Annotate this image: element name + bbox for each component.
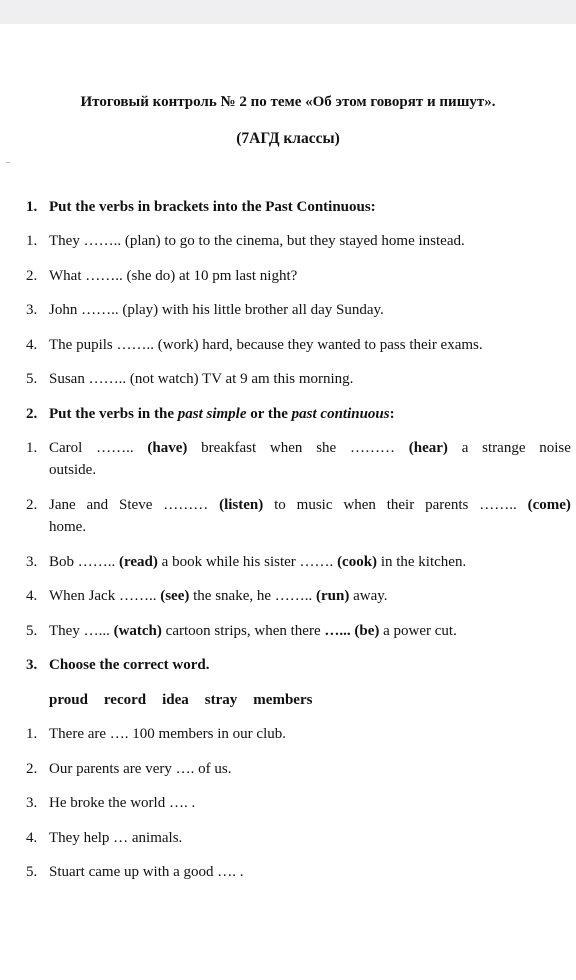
word-bank-item: idea xyxy=(162,692,189,708)
word-bank-item: record xyxy=(103,692,147,708)
page-title: Итоговый контроль № 2 по теме «Об этом говорят и пишут». xyxy=(80,94,496,110)
page-subtitle: (7АГД классы) xyxy=(236,130,340,147)
word-bank-item: proud xyxy=(49,692,88,708)
word-bank-item: stray xyxy=(204,692,238,708)
top-bar xyxy=(0,0,576,24)
word-bank-item: members xyxy=(253,692,313,708)
scan-mark xyxy=(6,162,10,163)
worksheet-page: Итоговый контроль № 2 по теме «Об этом говорят и пишут». (7АГД классы) 1. Put the verbs in brackets into the Past Continuous: 1. They …….. (plan) to go to the cinema, but they stayed home instead. 2. What …….. (she do) at 10 pm last night? 3. John …….. (play) with his little brother all day Sunday. 4. The pupils …….. (work) hard, because they wanted to pass their exams. 5. Susan …….. (not watch) TV at 9 am this morning. 2. Put the verbs in the past simple or the past continuous: 1. Carol …….. (have) breakfast when she ……… (hear) a strange noise outside. 2. Jane and Steve ……… (listen) to music when their parents …….. (come) home. 3. Bob …….. (read) a book while his sister ……. (cook) in the kitchen. 4. When Jack …….. (see) the snake, he …….. (run) away. 5. They …... (watch) cartoon strips, when there …... (be) a power cut. 3. Choose the correct word. proud record idea stray members 1. There are …. 100 members in our club. 2. Our parents are very …. of us. 3. He broke the world …. . 4. They help … animals. 5. Stuart came up with a good …. . xyxy=(0,24,576,980)
